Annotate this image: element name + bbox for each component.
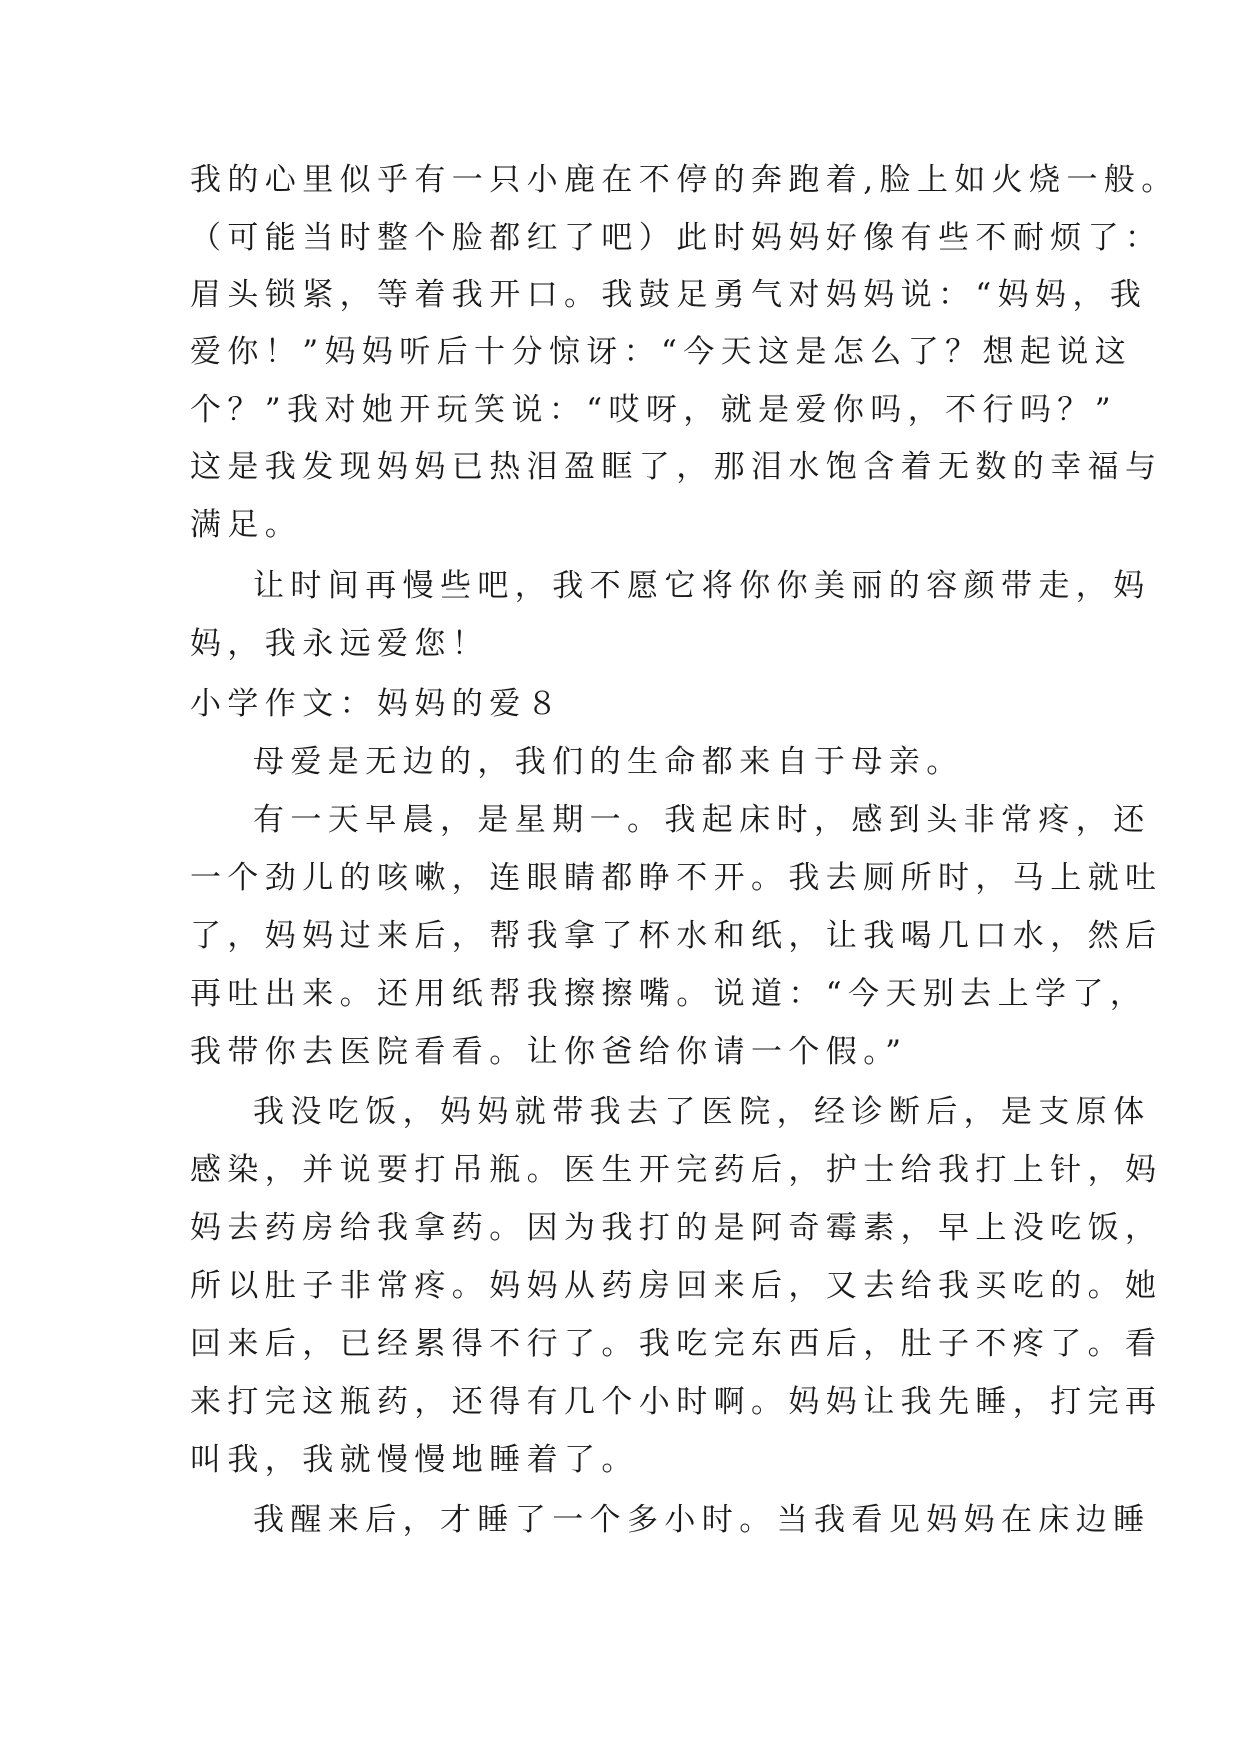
text-line: 我的心里似乎有一只小鹿在不停的奔跑着,脸上如火烧一般。 [190, 162, 1179, 198]
text-line: 一个劲儿的咳嗽，连眼睛都睁不开。我去厕所时，马上就吐 [190, 860, 1163, 896]
text-line: 感染，并说要打吊瓶。医生开完药后，护士给我打上针，妈 [190, 1152, 1163, 1188]
text-line: 满足。 [190, 507, 303, 543]
text-line: 这是我发现妈妈已热泪盈眶了，那泪水饱含着无数的幸福与 [190, 449, 1163, 485]
text-line: 来打完这瓶药，还得有几个小时啊。妈妈让我先睡，打完再 [190, 1384, 1163, 1420]
paragraph-first-line: 让时间再慢些吧，我不愿它将你你美丽的容颜带走，妈 [253, 568, 1151, 604]
paragraph-first-line: 我没吃饭，妈妈就带我去了医院，经诊断后，是支原体 [253, 1094, 1151, 1130]
text-line: 妈，我永远爱您！ [190, 626, 490, 662]
text-line: 爱你！”妈妈听后十分惊讶：“今天这是怎么了？想起说这 [190, 334, 1133, 370]
paragraph-first-line: 母爱是无边的，我们的生命都来自于母亲。 [253, 744, 964, 780]
paragraph-first-line: 我醒来后，才睡了一个多小时。当我看见妈妈在床边睡 [253, 1502, 1151, 1538]
text-line: 了，妈妈过来后，帮我拿了杯水和纸，让我喝几口水，然后 [190, 918, 1163, 954]
text-line: 个？”我对她开玩笑说：“哎呀，就是爱你吗，不行吗？” [190, 392, 1117, 428]
paragraph-first-line: 有一天早晨，是星期一。我起床时，感到头非常疼，还 [253, 802, 1151, 838]
text-line: 眉头锁紧，等着我开口。我鼓足勇气对妈妈说：“妈妈，我 [190, 277, 1148, 313]
text-line: 所以肚子非常疼。妈妈从药房回来后，又去给我买吃的。她 [190, 1268, 1163, 1304]
text-line: 再吐出来。还用纸帮我擦擦嘴。说道：“今天别去上学了， [190, 976, 1148, 1012]
text-line: 妈去药房给我拿药。因为我打的是阿奇霉素，早上没吃饭， [190, 1210, 1163, 1246]
text-line: 叫我，我就慢慢地睡着了。 [190, 1442, 639, 1478]
text-line: 我带你去医院看看。让你爸给你请一个假。” [190, 1034, 908, 1070]
text-line: （可能当时整个脸都红了吧）此时妈妈好像有些不耐烦了： [190, 220, 1163, 256]
section-heading: 小学作文：妈妈的爱８ [190, 686, 564, 722]
text-line: 回来后，已经累得不行了。我吃完东西后，肚子不疼了。看 [190, 1326, 1163, 1362]
